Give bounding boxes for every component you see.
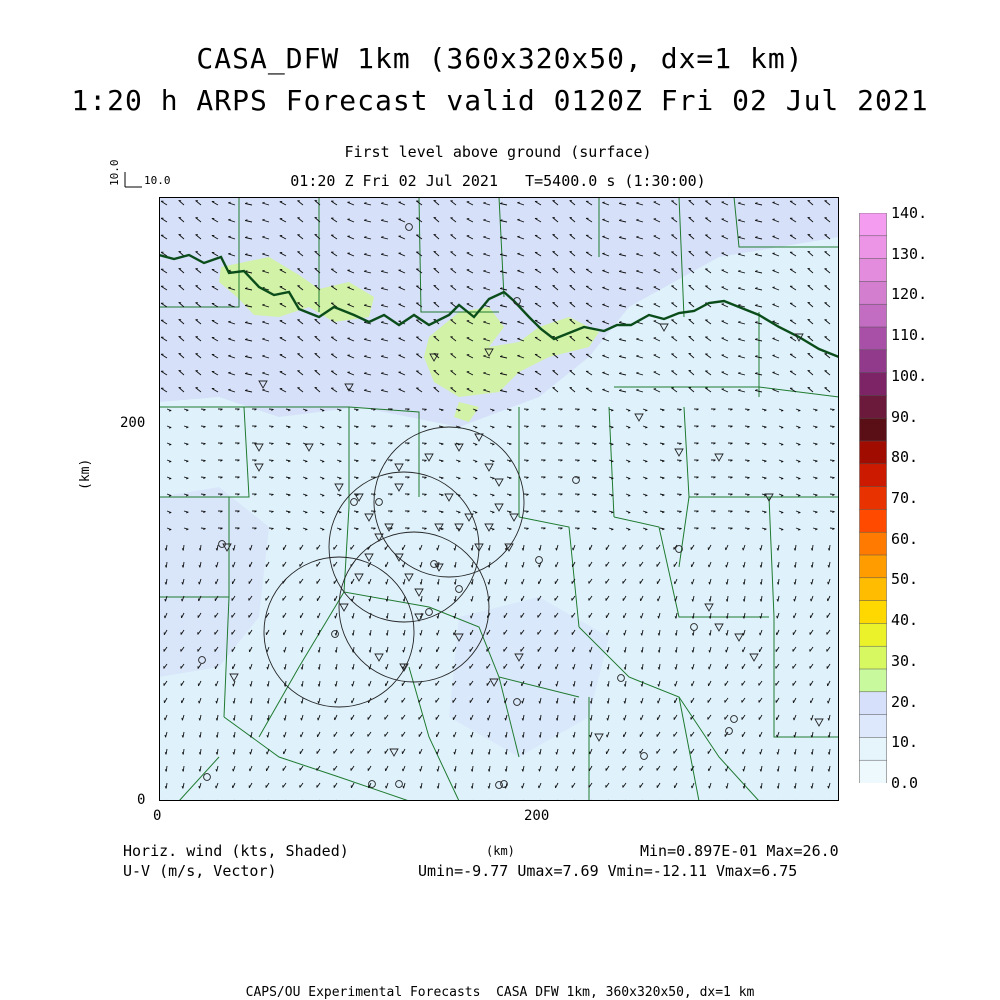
wind-vector-head [420, 650, 421, 652]
wind-vector-head [590, 650, 591, 652]
wind-vector-head [483, 270, 485, 271]
wind-vector-head [539, 565, 540, 567]
wind-vector-head [182, 718, 183, 720]
wind-vector-head [169, 513, 171, 514]
wind-vector-head [611, 495, 613, 496]
wind-vector-head [781, 428, 783, 429]
wind-vector-head [773, 372, 775, 373]
colorbar-segment [860, 578, 887, 601]
wind-vector-head [420, 548, 421, 550]
wind-vector-head [517, 236, 519, 237]
wind-vector-head [517, 253, 519, 254]
wind-vector-head [517, 355, 519, 356]
wind-vector-head [628, 513, 630, 514]
wind-vector-head [322, 496, 324, 497]
min-max-stats: Min=0.897E-01 Max=26.0 [640, 842, 839, 860]
x-tick-200: 200 [524, 808, 550, 824]
wind-vector-head [658, 599, 659, 601]
wind-vector-head [305, 410, 307, 411]
wind-vector-head [522, 582, 523, 584]
wind-vector-head [169, 462, 171, 463]
wind-vector-head [773, 270, 775, 271]
wind-vector-head [437, 752, 438, 754]
wind-vector-head [573, 667, 574, 669]
wind-vector-head [403, 565, 404, 567]
wind-vector-head [611, 529, 613, 530]
colorbar [859, 213, 887, 783]
colorbar-segment [860, 373, 887, 396]
wind-vector-head [798, 462, 800, 463]
wind-vector-head [517, 338, 519, 339]
shading-variable-label: Horiz. wind (kts, Shaded) [123, 842, 349, 860]
colorbar-label: 90. [891, 407, 919, 426]
wind-vector-head [233, 769, 234, 771]
colorbar-label: 80. [891, 448, 919, 467]
wind-vector-head [233, 565, 234, 567]
wind-vector-head [437, 633, 438, 635]
wind-vector-head [611, 478, 613, 479]
colorbar-segment [860, 259, 887, 282]
wind-vector-head [335, 616, 336, 618]
wind-vector-head [773, 338, 775, 339]
wind-vector-head [322, 530, 324, 531]
wind-vector-head [228, 389, 230, 390]
colorbar-segment [860, 213, 887, 236]
wind-vector-head [301, 633, 302, 635]
wind-vector-head [781, 411, 783, 412]
colorbar-segment [860, 669, 887, 692]
wind-vector-head [611, 512, 613, 513]
wind-vector-head [602, 236, 604, 237]
wind-vector-head [798, 513, 800, 514]
wind-vector-head [475, 496, 477, 497]
colorbar-label: 30. [891, 651, 919, 670]
colorbar-segment [860, 327, 887, 350]
y-tick-200: 200 [120, 415, 146, 431]
wind-vector-head [743, 548, 744, 550]
wind-vector-head [794, 718, 795, 720]
wind-vector-head [517, 372, 519, 373]
colorbar-label: 40. [891, 611, 919, 630]
wind-vector-head [645, 495, 647, 496]
wind-vector-head [437, 548, 438, 550]
colorbar-segment [860, 601, 887, 624]
time-subtitle: 01:20 Z Fri 02 Jul 2021 T=5400.0 s (1:30:00) [290, 172, 706, 190]
wind-vector-head [483, 338, 485, 339]
wind-vector-head [483, 236, 485, 237]
wind-vector-head [475, 445, 477, 446]
colorbar-segment [860, 395, 887, 418]
wind-vector-head [228, 372, 230, 373]
colorbar-segment [860, 236, 887, 259]
wind-vector-head [216, 786, 217, 788]
wind-vector-head [322, 513, 324, 514]
wind-vector-head [743, 752, 744, 754]
colorbar-label: 20. [891, 692, 919, 711]
wind-vector-head [811, 718, 812, 720]
wind-vector-head [828, 582, 829, 584]
colorbar-label: 70. [891, 489, 919, 507]
wind-vector-head [199, 701, 200, 703]
wind-vector-head [169, 445, 171, 446]
wind-vector-head [483, 372, 485, 373]
wind-vector-head [798, 428, 800, 429]
wind-vector-head [483, 389, 485, 390]
wind-vector-head [798, 411, 800, 412]
colorbar-segment [860, 646, 887, 669]
wind-vector-head [773, 219, 775, 220]
colorbar-segment [860, 760, 887, 783]
wind-vector-head [602, 287, 604, 288]
colorbar-segment [860, 555, 887, 578]
wind-vector-head [607, 633, 608, 635]
wind-vector-head [773, 253, 775, 254]
wind-vector-head [339, 427, 341, 428]
wind-vector-head [760, 752, 761, 754]
colorbar-segment [860, 441, 887, 464]
wind-vector-head [645, 410, 647, 411]
wind-vector-head [781, 513, 783, 514]
wind-vector-head [602, 270, 604, 271]
wind-vector-head [475, 428, 477, 429]
wind-vector-head [228, 219, 230, 220]
colorbar-label: 60. [891, 529, 919, 548]
y-tick-0: 0 [137, 792, 146, 808]
wind-vector-head [305, 495, 307, 496]
wind-vector-head [322, 462, 324, 463]
wind-vector-head [628, 530, 630, 531]
wind-vector-head [322, 479, 324, 480]
wind-vector-head [284, 735, 285, 737]
wind-vector-head [602, 372, 604, 373]
colorbar-label: 130. [891, 244, 928, 263]
wind-vector-head [556, 769, 557, 771]
wind-vector-head [726, 650, 727, 652]
wind-vector-head [692, 582, 693, 584]
wind-vector-head [517, 321, 519, 322]
wind-vector-head [339, 461, 341, 462]
wind-vector-head [169, 428, 171, 429]
wind-vector-head [228, 321, 230, 322]
wind-vector-head [517, 270, 519, 271]
wind-vector-head [556, 667, 557, 669]
wind-vector-head [420, 769, 421, 771]
wind-vector-head [250, 548, 251, 550]
wind-vector-head [233, 684, 234, 686]
wind-vector-head [483, 321, 485, 322]
wind-vector-head [781, 462, 783, 463]
wind-vector-head [228, 287, 230, 288]
wind-vector-head [692, 786, 693, 788]
colorbar-segment [860, 532, 887, 555]
wind-vector-head [781, 445, 783, 446]
wind-vector-head [773, 287, 775, 288]
wind-vector-head [522, 701, 523, 703]
wind-vector-head [335, 701, 336, 703]
wind-vector-head [182, 599, 183, 601]
wind-vector-head [339, 478, 341, 479]
wind-vector-head [641, 616, 642, 618]
wind-vector-head [369, 582, 370, 584]
wind-vector-head [628, 496, 630, 497]
wind-vector-head [454, 735, 455, 737]
wind-vector-head [602, 389, 604, 390]
wind-vector-head [602, 219, 604, 220]
reference-vector-vertical-label: 10.0 [108, 159, 121, 186]
wind-vector-head [611, 461, 613, 462]
wind-vector-head [284, 650, 285, 652]
wind-vector-head [169, 530, 171, 531]
wind-vector-head [624, 718, 625, 720]
wind-vector-head [781, 496, 783, 497]
wind-vector-head [471, 616, 472, 618]
wind-vector-head [781, 530, 783, 531]
wind-vector-head [169, 411, 171, 412]
wind-vector-head [602, 338, 604, 339]
wind-vector-head [475, 479, 477, 480]
wind-vector-head [228, 202, 230, 203]
colorbar-label: 110. [891, 326, 928, 345]
colorbar-label: 10. [891, 733, 919, 752]
wind-vector-head [339, 444, 341, 445]
wind-vector-head [602, 253, 604, 254]
x-tick-0: 0 [153, 808, 162, 824]
wind-vector-head [709, 565, 710, 567]
wind-vector-head [607, 735, 608, 737]
wind-vector-head [628, 428, 630, 429]
wind-vector-head [471, 735, 472, 737]
wind-vector-head [539, 684, 540, 686]
wind-vector-head [483, 287, 485, 288]
wind-vector-head [305, 529, 307, 530]
level-subtitle: First level above ground (surface) [344, 143, 652, 161]
wind-vector-head [305, 512, 307, 513]
wind-vector-head [726, 769, 727, 771]
wind-vector-head [169, 496, 171, 497]
wind-vector-head [228, 355, 230, 356]
wind-vector-head [517, 202, 519, 203]
wind-map [159, 197, 839, 801]
wind-vector-head [318, 718, 319, 720]
wind-vector-head [483, 253, 485, 254]
wind-vector-head [369, 684, 370, 686]
colorbar-label: 50. [891, 570, 919, 589]
wind-vector-head [339, 529, 341, 530]
wind-vector-head [675, 599, 676, 601]
wind-vector-head [573, 752, 574, 754]
wind-vector-head [602, 202, 604, 203]
colorbar-label: 120. [891, 285, 928, 304]
colorbar-segment [860, 281, 887, 304]
wind-vector-head [488, 718, 489, 720]
wind-vector-head [726, 565, 727, 567]
colorbar-label: 0.0 [891, 774, 919, 792]
wind-vector-head [250, 667, 251, 669]
wind-vector-head [573, 548, 574, 550]
wind-vector-head [386, 667, 387, 669]
wind-vector-head [602, 355, 604, 356]
y-axis-label: (km) [78, 458, 93, 490]
wind-vector-head [773, 202, 775, 203]
wind-vector-head [318, 616, 319, 618]
wind-vector-head [773, 304, 775, 305]
wind-vector-head [228, 236, 230, 237]
wind-vector-head [386, 786, 387, 788]
colorbar-segment [860, 509, 887, 532]
colorbar-segment [860, 487, 887, 510]
wind-vector-head [228, 253, 230, 254]
wind-vector-head [475, 411, 477, 412]
wind-vector-head [339, 512, 341, 513]
colorbar-label: 100. [891, 366, 928, 385]
wind-vector-head [305, 427, 307, 428]
x-axis-label: (km) [486, 844, 515, 858]
colorbar-label: 140. [891, 204, 928, 222]
wind-vector-head [645, 444, 647, 445]
wind-vector-head [798, 496, 800, 497]
vector-variable-label: U-V (m/s, Vector) [123, 862, 277, 880]
wind-vector-head [339, 495, 341, 496]
wind-vector-head [322, 445, 324, 446]
wind-vector-head [773, 355, 775, 356]
wind-vector-head [228, 304, 230, 305]
chart-title: CASA_DFW 1km (360x320x50, dx=1 km) [196, 42, 804, 75]
wind-vector-head [483, 202, 485, 203]
wind-vector-head [517, 389, 519, 390]
wind-vector-head [811, 599, 812, 601]
map-canvas [159, 197, 839, 801]
colorbar-segment [860, 692, 887, 715]
wind-vector-head [645, 461, 647, 462]
wind-vector-head [628, 411, 630, 412]
credit-line: CAPS/OU Experimental Forecasts CASA DFW 1km, 360x320x50, dx=1 km [245, 985, 755, 1000]
wind-vector-head [475, 462, 477, 463]
wind-vector-head [645, 512, 647, 513]
colorbar-segment [860, 623, 887, 646]
colorbar-segment [860, 418, 887, 441]
wind-vector-head [611, 427, 613, 428]
wind-vector-head [760, 633, 761, 635]
wind-vector-head [709, 786, 710, 788]
uv-min-max-stats: Umin=-9.77 Umax=7.69 Vmin=-12.11 Vmax=6.75 [418, 862, 798, 880]
wind-vector-head [645, 529, 647, 530]
wind-vector-head [386, 582, 387, 584]
wind-vector-head [517, 219, 519, 220]
wind-vector-head [798, 445, 800, 446]
chart-forecast-time: 1:20 h ARPS Forecast valid 0120Z Fri 02 Jul 2021 [71, 84, 929, 117]
wind-vector-head [216, 684, 217, 686]
wind-vector-head [522, 786, 523, 788]
wind-vector-head [624, 633, 625, 635]
colorbar-segment [860, 304, 887, 327]
wind-vector-head [475, 513, 477, 514]
wind-vector-head [777, 616, 778, 618]
wind-vector-head [228, 338, 230, 339]
wind-vector-head [305, 478, 307, 479]
wind-vector-head [403, 769, 404, 771]
colorbar-segment [860, 715, 887, 738]
wind-vector-head [709, 667, 710, 669]
wind-vector-head [773, 389, 775, 390]
wind-vector-head [773, 321, 775, 322]
wind-vector-head [517, 287, 519, 288]
wind-vector-head [305, 461, 307, 462]
wind-vector-head [828, 701, 829, 703]
wind-vector-head [773, 236, 775, 237]
wind-vector-head [322, 428, 324, 429]
wind-vector-head [645, 427, 647, 428]
colorbar-segment [860, 350, 887, 373]
wind-vector-head [339, 410, 341, 411]
wind-vector-head [777, 735, 778, 737]
wind-vector-head [611, 410, 613, 411]
wind-vector-head [169, 479, 171, 480]
wind-vector-head [628, 479, 630, 480]
wind-vector-head [628, 445, 630, 446]
wind-vector-head [611, 444, 613, 445]
colorbar-segment [860, 737, 887, 760]
wind-vector-head [165, 718, 166, 720]
wind-vector-head [602, 304, 604, 305]
wind-vector-head [483, 355, 485, 356]
wind-vector-head [798, 530, 800, 531]
wind-vector-head [322, 411, 324, 412]
reference-vector-label: 10.0 [144, 174, 171, 187]
colorbar-segment [860, 464, 887, 487]
wind-vector-head [628, 462, 630, 463]
wind-vector-head [798, 479, 800, 480]
wind-vector-head [483, 219, 485, 220]
wind-vector-head [505, 701, 506, 703]
wind-vector-head [602, 321, 604, 322]
wind-vector-head [658, 701, 659, 703]
wind-vector-head [199, 582, 200, 584]
wind-vector-head [645, 478, 647, 479]
wind-vector-head [781, 479, 783, 480]
wind-vector-head [267, 752, 268, 754]
wind-vector-head [675, 684, 676, 686]
